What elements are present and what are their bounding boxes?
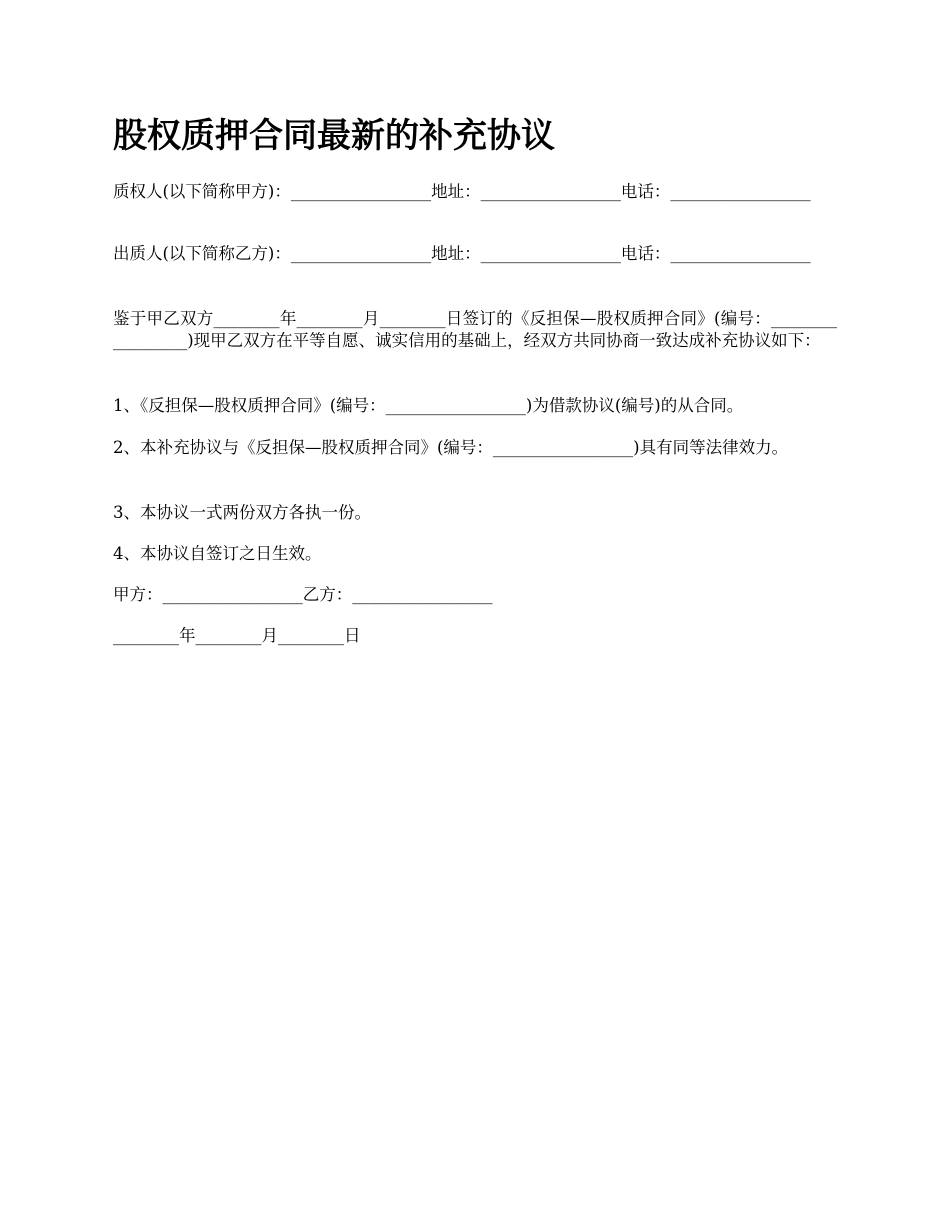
clause-2: 2、本补充协议与《反担保—股权质押合同》(编号：_________________)具有同等法律效力。 — [113, 438, 789, 457]
clause-4: 4、本协议自签订之日生效。 — [113, 544, 322, 563]
date-line: ________年________月________日 — [113, 626, 361, 645]
signature-line: 甲方：_________________乙方：_________________ — [113, 585, 493, 604]
clause-1: 1、《反担保—股权质押合同》(编号：_________________)为借款协议(编号)的从合同。 — [113, 396, 744, 415]
pledgee-info-line: 质权人(以下简称甲方)：_________________地址：_________________电话：_________________ — [113, 182, 811, 201]
pledgor-info-line: 出质人(以下简称乙方)：_________________地址：_________________电话：_________________ — [113, 244, 811, 263]
preamble-paragraph: 鉴于甲乙双方________年________月________日签订的《反担保—股权质押合同》(编号：_________________)现甲乙双方在平等自愿、诚实信用的基础上，经双方共同协商一致达成补充协议如下： — [113, 309, 837, 350]
clause-3: 3、本协议一式两份双方各执一份。 — [113, 503, 371, 522]
document-title: 股权质押合同最新的补充协议 — [113, 116, 555, 156]
